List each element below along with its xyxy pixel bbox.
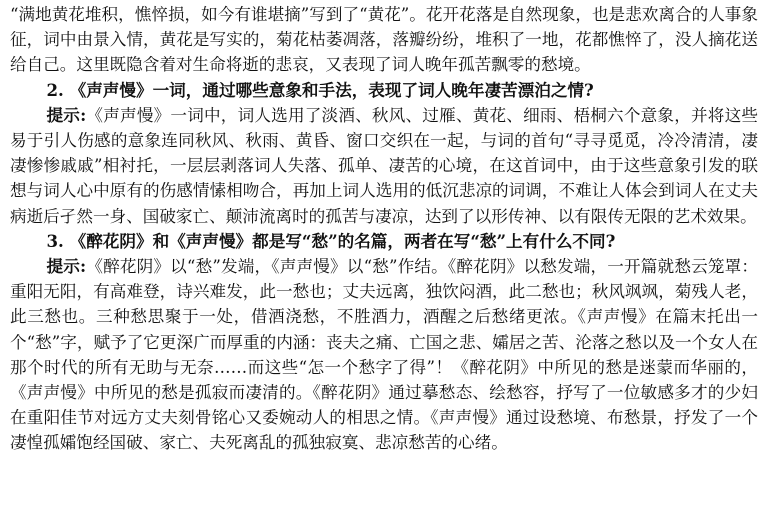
answer-3-hint-label: 提示:: [46, 256, 87, 277]
question-2-number: 2.: [46, 79, 64, 100]
answer-3-text: 《醉花阴》以“愁”发端，《声声慢》以“愁”作结。《醉花阴》以愁发端，一开篇就愁云笼罩：重阳无阳，有高难登，诗兴难发，此一愁也；丈夫远离，独饮闷酒，此二愁也；秋风飒飒，菊残人老，此三愁也。三种愁思聚于一处，借酒浇愁，不胜酒力，酒醒之后愁绪更浓。《声声慢》在篇末托出一个“愁”字，赋予了它更深广而厚重的内涵：丧夫之痛、亡国之悲、孀居之苦、沦落之愁以及一个女人在那个时代的所有无助与无奈……而这些“怎一个愁字了得”！《醉花阴》中所见的愁是迷蒙而华丽的，《声声慢》中所见的愁是孤寂而凄清的。《醉花阴》通过摹愁态、绘愁容，抒写了一位敏感多才的少妇在重阳佳节对远方丈夫刻骨铭心又委婉动人的相思之情。《声声慢》通过设愁境、布愁景，抒发了一个凄惶孤孀饱经国破、家亡、夫死离乱的孤独寂寞、悲凉愁苦的心绪。: [10, 257, 758, 453]
question-2-text: 《声声慢》一词，通过哪些意象和手法，表现了词人晚年凄苦漂泊之情?: [69, 79, 594, 100]
answer-2-hint-label: 提示:: [46, 104, 87, 125]
question-3-text: 《醉花阴》和《声声慢》都是写“愁”的名篇，两者在写“愁”上有什么不同?: [69, 230, 616, 251]
answer-2-text: 《声声慢》一词中，词人选用了淡酒、秋风、过雁、黄花、细雨、梧桐六个意象，并将这些易于引人伤感的意象连同秋风、秋雨、黄昏、窗口交织在一起，与词的首句“寻寻觅觅，冷冷清清，凄凄惨惨戚戚”相衬托，一层层剥落词人失落、孤单、凄苦的心境，在这首词中，由于这些意象引发的联想与词人心中原有的伤感情愫相吻合，再加上词人选用的低沉悲凉的词调，不难让人体会到词人在丈夫病逝后孑然一身、国破家亡、颠沛流离时的孤苦与凄凉，达到了以形传神、以有限传无限的艺术效果。: [10, 105, 758, 226]
answer-2-paragraph: [10, 103, 758, 229]
question-3: [10, 229, 758, 254]
intro-paragraph: “满地黄花堆积，憔悴损，如今有谁堪摘”写到了“黄花”。花开花落是自然现象，也是悲欢离合的人事象征，词中由景入情，黄花是写实的，菊花枯萎凋落，落瓣纷纷，堆积了一地，花都憔悴了，没人摘花送给自己。这里既隐含着对生命将逝的悲哀，又表现了词人晚年孤苦飘零的愁境。: [10, 5, 758, 75]
question-3-number: 3.: [46, 230, 64, 251]
answer-3-paragraph: [10, 254, 758, 456]
question-2: [10, 78, 758, 103]
